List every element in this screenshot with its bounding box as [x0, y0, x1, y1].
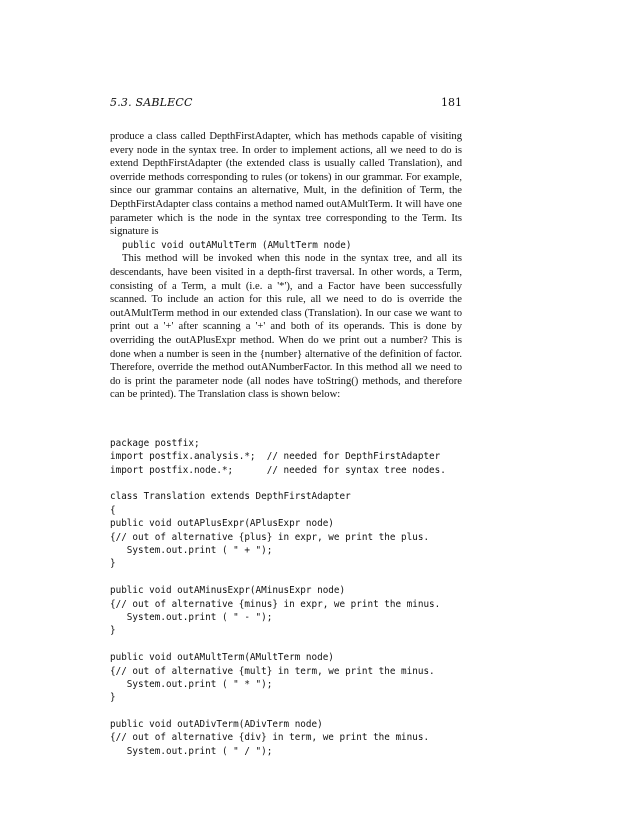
code-line: class Translation extends DepthFirstAdapter [110, 491, 351, 503]
code-line: public void outAMultTerm(AMultTerm node) [110, 652, 334, 664]
code-line [110, 705, 462, 718]
code-line: import postfix.analysis.*; // needed for DepthFirstAdapter [110, 451, 441, 463]
code-line: } [110, 625, 116, 637]
page-number: 181 [441, 96, 462, 109]
code-line: System.out.print ( " / "); [110, 745, 273, 757]
chapter-heading: 5.3. SABLECC [110, 96, 193, 109]
code-line: package postfix; [110, 437, 200, 449]
code-line: System.out.print ( " - "); [110, 611, 273, 623]
code-line: public void outAMinusExpr(AMinusExpr node) [110, 585, 346, 597]
code-line: } [110, 692, 116, 704]
code-line: {// out of alternative {plus} in expr, we print the plus. [110, 531, 430, 543]
paragraph-depth-first-adapter: produce a class called DepthFirstAdapter, which has methods capable of visiting every node in the syntax tree. In order to implement actions, all we need to do is extend DepthFirstAdapter (the extended class is usually called Translation), and override methods corresponding to rules (or tokens) in our grammar. For example, since our grammar contains an alternative, Mult, in the definition of Term, the DepthFirstAdapter class contains a method named outAMultTerm. It will have one parameter which is the node in the syntax tree corresponding to the Term. Its signature is [110, 131, 462, 238]
body-text [110, 130, 462, 402]
running-header [110, 92, 462, 114]
code-listing [110, 437, 462, 758]
code-line: { [110, 504, 116, 516]
code-line [110, 571, 462, 584]
code-line [110, 638, 462, 651]
code-line [110, 477, 462, 490]
method-signature: public void outAMultTerm (AMultTerm node) [122, 239, 352, 251]
paragraph-method-invocation: This method will be invoked when this node in the syntax tree, and all its descendants, have been visited in a depth-first traversal. In other words, a Term, consisting of a Term, a mult (i.e. a '*'), and a Factor have been successfully scanned. To include an action for this rule, all we need to do is override the outAMultTerm method in our extended class (Translation). In our case we want to print out a '+' after scanning a '+' and both of its operands. This is done by overriding the outAPlusExpr method. When do we print out a number? This is done when a number is seen in the {number} alternative of the definition of factor. Therefore, override the method outANumberFactor. In this method all we need to do is print the parameter node (all nodes have toString() methods, and therefore can be printed). The Translation class is shown below: [110, 253, 462, 401]
code-line: System.out.print ( " * "); [110, 678, 273, 690]
book-page [110, 92, 462, 758]
code-line: public void outADivTerm(ADivTerm node) [110, 719, 323, 731]
code-line: import postfix.node.*; // needed for syntax tree nodes. [110, 464, 446, 476]
code-line: {// out of alternative {mult} in term, we print the minus. [110, 665, 435, 677]
code-line: public void outAPlusExpr(APlusExpr node) [110, 518, 334, 530]
code-line: {// out of alternative {div} in term, we print the minus. [110, 732, 430, 744]
code-line: {// out of alternative {minus} in expr, we print the minus. [110, 598, 441, 610]
code-line: } [110, 558, 116, 570]
code-line: System.out.print ( " + "); [110, 545, 273, 556]
